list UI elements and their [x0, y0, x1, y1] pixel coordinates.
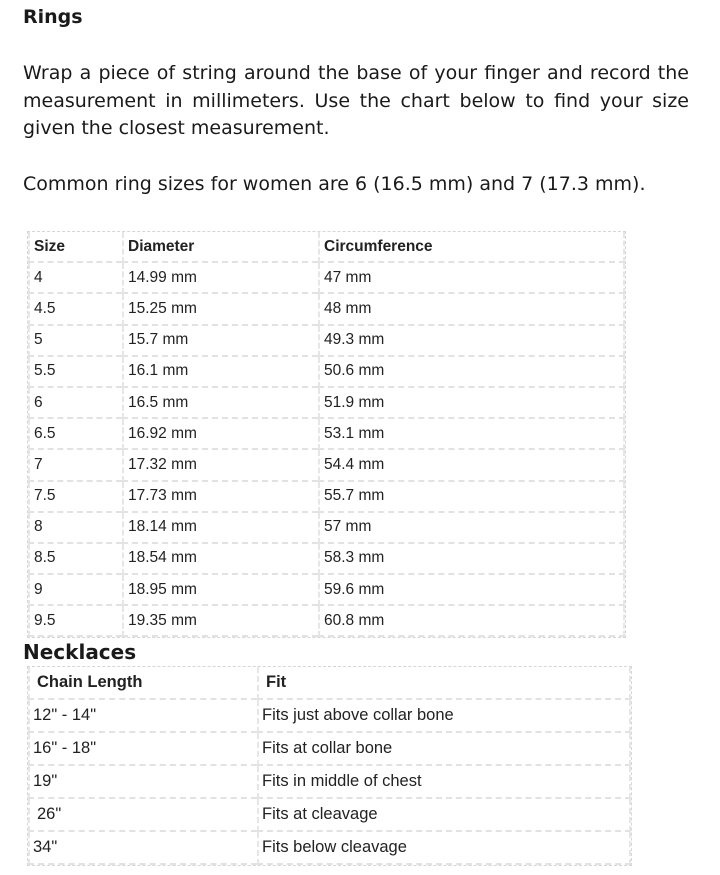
diameter-cell: 16.1 mm [122, 357, 318, 388]
table-row [28, 544, 625, 575]
diameter-cell: 16.5 mm [122, 388, 318, 419]
circumference-cell: 57 mm [318, 513, 625, 544]
fit-cell: Fits at collar bone [257, 733, 631, 766]
diameter-cell: 16.92 mm [122, 419, 318, 450]
size-cell: 4.5 [28, 294, 122, 325]
circumference-cell: 54.4 mm [318, 450, 625, 481]
chain-length-cell: 34" [28, 832, 257, 865]
fit-cell: Fits below cleavage [257, 832, 631, 865]
diameter-cell: 17.73 mm [122, 482, 318, 513]
diameter-cell: 19.35 mm [122, 606, 318, 637]
table-header-row [28, 232, 625, 263]
fit-cell: Fits just above collar bone [257, 700, 631, 733]
size-cell: 5.5 [28, 357, 122, 388]
table-row [28, 263, 625, 294]
circumference-cell: 47 mm [318, 263, 625, 294]
table-row [28, 766, 631, 799]
size-cell: 9 [28, 575, 122, 606]
circumference-cell: 51.9 mm [318, 388, 625, 419]
diameter-cell: 15.7 mm [122, 326, 318, 357]
table-row [28, 326, 625, 357]
fit-cell: Fits in middle of chest [257, 766, 631, 799]
size-cell: 9.5 [28, 606, 122, 637]
circumference-cell: 60.8 mm [318, 606, 625, 637]
table-row [28, 513, 625, 544]
diameter-cell: 15.25 mm [122, 294, 318, 325]
column-header-diameter: Diameter [122, 232, 318, 263]
size-cell: 5 [28, 326, 122, 357]
chain-length-cell: 16" - 18" [28, 733, 257, 766]
size-cell: 7.5 [28, 482, 122, 513]
diameter-cell: 18.95 mm [122, 575, 318, 606]
size-cell: 6 [28, 388, 122, 419]
table-row [28, 832, 631, 865]
diameter-cell: 17.32 mm [122, 450, 318, 481]
column-header-chain-length: Chain Length [28, 667, 257, 700]
circumference-cell: 49.3 mm [318, 326, 625, 357]
circumference-cell: 55.7 mm [318, 482, 625, 513]
circumference-cell: 50.6 mm [318, 357, 625, 388]
size-cell: 7 [28, 450, 122, 481]
circumference-cell: 48 mm [318, 294, 625, 325]
table-row [28, 294, 625, 325]
table-row [28, 575, 625, 606]
table-row [28, 419, 625, 450]
fit-cell: Fits at cleavage [257, 799, 631, 832]
circumference-cell: 59.6 mm [318, 575, 625, 606]
chain-length-cell: 12" - 14" [28, 700, 257, 733]
table-row [28, 357, 625, 388]
column-header-circumference: Circumference [318, 232, 625, 263]
circumference-cell: 58.3 mm [318, 544, 625, 575]
diameter-cell: 18.54 mm [122, 544, 318, 575]
size-cell: 6.5 [28, 419, 122, 450]
chain-length-cell: 26" [28, 799, 257, 832]
table-header-row [28, 667, 631, 700]
column-header-fit: Fit [257, 667, 631, 700]
diameter-cell: 18.14 mm [122, 513, 318, 544]
necklace-length-table [28, 667, 631, 865]
circumference-cell: 53.1 mm [318, 419, 625, 450]
table-row [28, 700, 631, 733]
ring-size-table [28, 232, 625, 637]
rings-instructions: Wrap a piece of string around the base of your finger and record the measurement in millimeters. Use the chart below to find your size given the closest measurement. [23, 62, 689, 139]
necklaces-heading: Necklaces [23, 640, 137, 664]
rings-heading: Rings [23, 6, 83, 28]
table-row [28, 733, 631, 766]
diameter-cell: 14.99 mm [122, 263, 318, 294]
table-row [28, 799, 631, 832]
size-cell: 4 [28, 263, 122, 294]
necklace-table-body [28, 700, 631, 865]
size-cell: 8 [28, 513, 122, 544]
chain-length-cell: 19" [28, 766, 257, 799]
table-row [28, 482, 625, 513]
table-row [28, 606, 625, 637]
table-row [28, 450, 625, 481]
common-sizes-note: Common ring sizes for women are 6 (16.5 mm) and 7 (17.3 mm). [23, 173, 646, 195]
ring-table-body [28, 263, 625, 637]
size-cell: 8.5 [28, 544, 122, 575]
column-header-size: Size [28, 232, 122, 263]
table-row [28, 388, 625, 419]
